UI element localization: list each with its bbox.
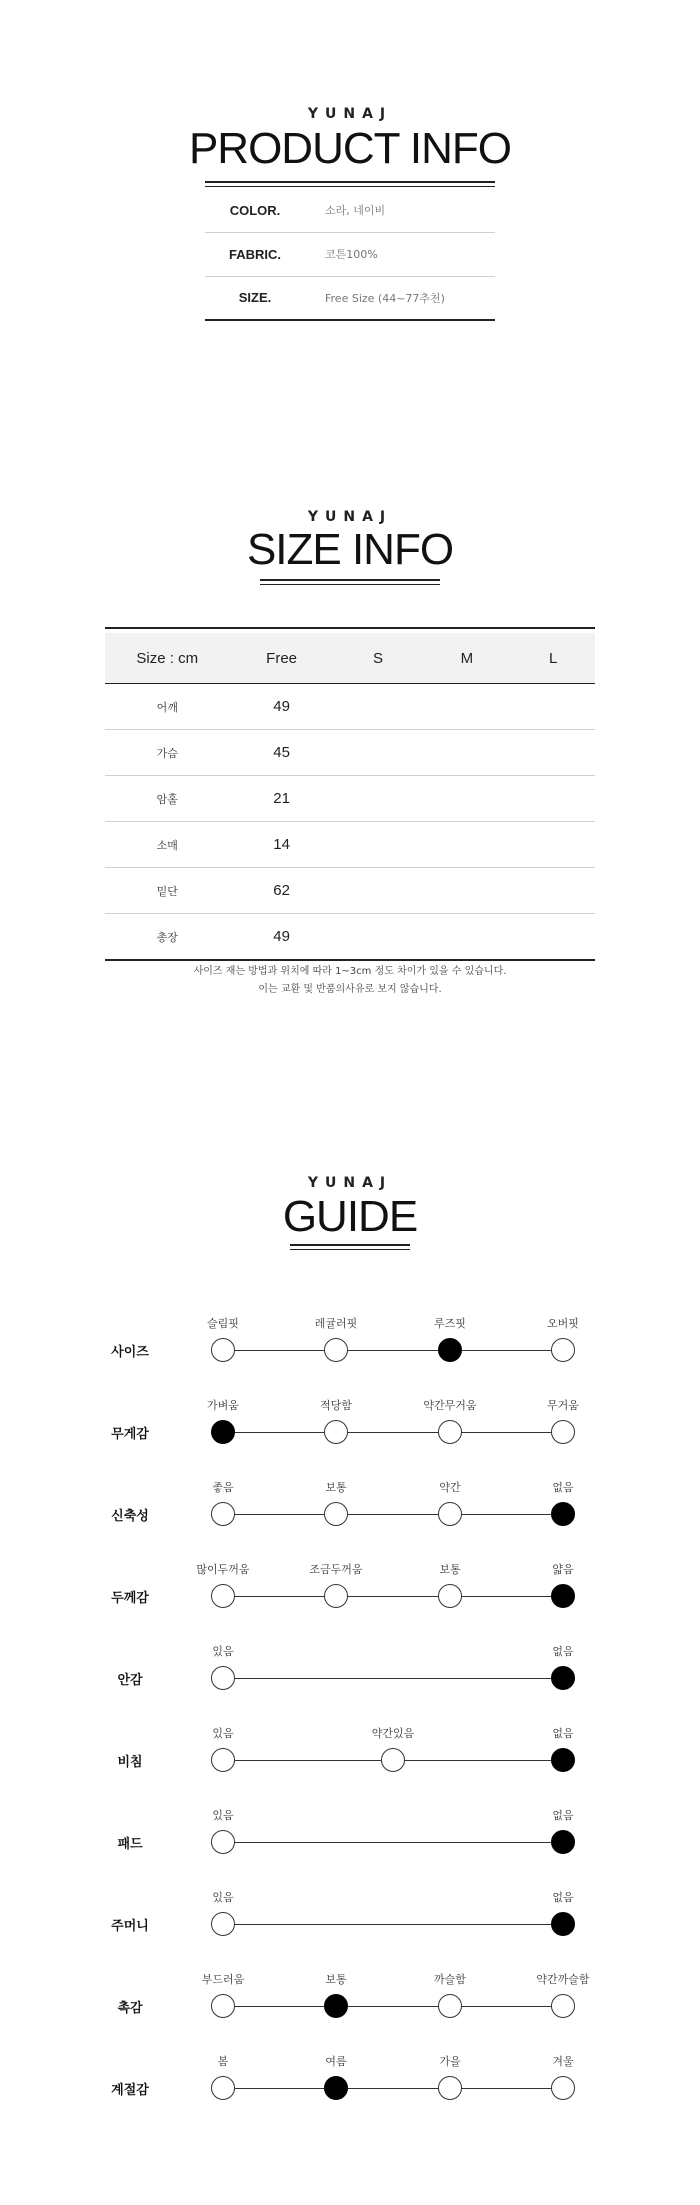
guide-dot — [211, 1994, 235, 2018]
size-cell-l — [511, 776, 595, 822]
guide-option-label: 보통 — [325, 1481, 347, 1494]
guide-dot — [324, 1584, 348, 1608]
table-row — [105, 822, 595, 868]
size-cell-l — [511, 822, 595, 868]
guide-dot — [324, 1420, 348, 1444]
guide-option-label: 좋음 — [212, 1481, 234, 1494]
guide-dot — [438, 1584, 462, 1608]
guide-title-rule — [290, 1244, 410, 1246]
size-cell-free: 49 — [230, 914, 334, 961]
guide-option-label: 약간무거움 — [423, 1399, 477, 1412]
size-cell-s — [334, 776, 423, 822]
size-note-line2: 이는 교환 및 반품의사유로 보지 않습니다. — [258, 984, 442, 995]
guide-dot — [211, 1666, 235, 1690]
guide-dot — [551, 1994, 575, 2018]
guide-row-label: 계절감 — [111, 2083, 149, 2098]
guide-row-label: 촉감 — [117, 2001, 143, 2016]
guide-row-label: 신축성 — [111, 1509, 149, 1524]
size-header-l: L — [511, 633, 595, 684]
guide-option-label: 루즈핏 — [434, 1317, 466, 1330]
guide-dot — [551, 2076, 575, 2100]
guide-dot-selected — [551, 1748, 575, 1772]
guide-dot — [324, 1338, 348, 1362]
guide-dot — [381, 1748, 405, 1772]
guide-dot — [438, 1420, 462, 1444]
product-info-rule-top-thin — [205, 186, 495, 187]
guide-title-rule-thin — [290, 1249, 410, 1250]
guide-dot — [211, 1584, 235, 1608]
size-info-title: SIZE INFO — [246, 525, 454, 574]
guide-option-label: 약간 — [439, 1481, 461, 1494]
guide-scale-line — [223, 2088, 563, 2089]
size-cell-m — [422, 776, 511, 822]
size-row-label: 어깨 — [105, 684, 230, 730]
guide-scale-line — [223, 1432, 563, 1433]
table-row — [105, 914, 595, 961]
size-table-header — [105, 633, 595, 684]
table-row — [105, 776, 595, 822]
table-row — [105, 868, 595, 914]
guide-dot — [211, 1830, 235, 1854]
guide-option-label: 약간있음 — [371, 1727, 415, 1740]
guide-dot-selected — [551, 1912, 575, 1936]
guide-dot — [438, 2076, 462, 2100]
guide-dot-selected — [438, 1338, 462, 1362]
guide-dot — [211, 1502, 235, 1526]
size-cell-s — [334, 822, 423, 868]
table-row — [105, 684, 595, 730]
guide-option-label: 슬림핏 — [207, 1317, 239, 1330]
product-info-key: COLOR. — [229, 202, 281, 218]
size-cell-m — [422, 914, 511, 961]
guide-option-label: 없음 — [552, 1809, 574, 1822]
product-info-row-fabric — [205, 232, 495, 277]
product-info-brand: YUNAJ — [307, 106, 393, 122]
size-row-label: 소매 — [105, 822, 230, 868]
guide-option-label: 많이두꺼움 — [196, 1563, 250, 1576]
guide-scale-line — [223, 1924, 563, 1925]
guide-row-label: 사이즈 — [111, 1345, 149, 1360]
guide-option-label: 없음 — [552, 1891, 574, 1904]
size-row-label: 암홀 — [105, 776, 230, 822]
size-cell-free: 45 — [230, 730, 334, 776]
size-cell-m — [422, 684, 511, 730]
guide-option-label: 보통 — [325, 1973, 347, 1986]
guide-option-label: 약간까슬함 — [536, 1973, 590, 1986]
guide-dot — [551, 1420, 575, 1444]
product-info-value: 코튼100% — [325, 248, 378, 261]
guide-dot — [211, 1748, 235, 1772]
guide-dot-selected — [551, 1584, 575, 1608]
guide-option-label: 레귤러핏 — [314, 1317, 358, 1330]
guide-dot — [551, 1338, 575, 1362]
product-info-value: Free Size (44~77추천) — [325, 291, 445, 305]
size-note-line1: 사이즈 재는 방법과 위치에 따라 1~3cm 정도 차이가 있을 수 있습니다. — [193, 966, 507, 977]
size-cell-s — [334, 730, 423, 776]
size-cell-free: 49 — [230, 684, 334, 730]
size-header-m: M — [422, 633, 511, 684]
guide-brand: YUNAJ — [307, 1175, 393, 1191]
guide-option-label: 적당함 — [320, 1399, 352, 1412]
size-header-unit: Size : cm — [105, 633, 230, 684]
guide-option-label: 가을 — [439, 2055, 461, 2068]
guide-option-label: 있음 — [212, 1645, 234, 1658]
guide-row-label: 안감 — [117, 1673, 143, 1688]
guide-option-label: 없음 — [552, 1645, 574, 1658]
size-header-s: S — [334, 633, 423, 684]
guide-scale-line — [223, 1514, 563, 1515]
guide-row-label: 패드 — [117, 1837, 143, 1852]
guide-option-label: 부드러움 — [201, 1973, 245, 1986]
guide-option-label: 까슬함 — [434, 1973, 466, 1986]
product-info-key: FABRIC. — [229, 246, 281, 262]
product-info-value: 소라, 네이비 — [325, 204, 386, 217]
guide-dot — [211, 1338, 235, 1362]
guide-option-label: 얇음 — [552, 1563, 574, 1576]
size-cell-free: 21 — [230, 776, 334, 822]
guide-option-label: 오버핏 — [547, 1317, 579, 1330]
guide-option-label: 보통 — [439, 1563, 461, 1576]
guide-option-label: 있음 — [212, 1727, 234, 1740]
product-info-row-size — [205, 276, 495, 321]
guide-dot — [211, 2076, 235, 2100]
guide-row-label: 비침 — [117, 1755, 143, 1770]
table-row — [105, 730, 595, 776]
product-info-title: PRODUCT INFO — [188, 124, 512, 173]
size-cell-m — [422, 730, 511, 776]
size-row-label: 밑단 — [105, 868, 230, 914]
product-info-key: SIZE. — [238, 290, 272, 305]
guide-option-label: 있음 — [212, 1891, 234, 1904]
product-info-row-color — [205, 188, 495, 233]
size-header-free: Free — [230, 633, 334, 684]
guide-scale-line — [223, 1350, 563, 1351]
size-table-rule-top — [105, 627, 595, 629]
guide-dot-selected — [211, 1420, 235, 1444]
guide-dot — [211, 1912, 235, 1936]
size-cell-s — [334, 868, 423, 914]
guide-option-label: 조금두꺼움 — [309, 1563, 363, 1576]
product-info-rule-top — [205, 181, 495, 183]
guide-option-label: 없음 — [552, 1727, 574, 1740]
size-cell-l — [511, 730, 595, 776]
guide-option-label: 여름 — [325, 2055, 347, 2068]
guide-option-label: 없음 — [552, 1481, 574, 1494]
guide-dot — [324, 1502, 348, 1526]
guide-scale-line — [223, 1596, 563, 1597]
guide-option-label: 봄 — [217, 2055, 229, 2068]
size-row-label: 가슴 — [105, 730, 230, 776]
guide-scale-line — [223, 2006, 563, 2007]
guide-scale-line — [223, 1842, 563, 1843]
size-info-title-rule — [260, 579, 440, 581]
guide-dot — [438, 1502, 462, 1526]
guide-scale-line — [223, 1678, 563, 1679]
guide-option-label: 무거움 — [547, 1399, 579, 1412]
size-cell-m — [422, 822, 511, 868]
size-cell-s — [334, 684, 423, 730]
guide-dot-selected — [551, 1502, 575, 1526]
guide-dot-selected — [324, 1994, 348, 2018]
guide-row-label: 두께감 — [111, 1591, 149, 1606]
size-cell-free: 14 — [230, 822, 334, 868]
guide-dot-selected — [324, 2076, 348, 2100]
size-info-brand: YUNAJ — [307, 509, 393, 525]
size-cell-s — [334, 914, 423, 961]
guide-row-label: 무게감 — [111, 1427, 149, 1442]
size-cell-m — [422, 868, 511, 914]
size-table — [105, 633, 595, 961]
size-cell-l — [511, 914, 595, 961]
size-cell-l — [511, 868, 595, 914]
guide-option-label: 겨울 — [552, 2055, 574, 2068]
guide-row-label: 주머니 — [111, 1919, 149, 1934]
guide-option-label: 가벼움 — [207, 1399, 239, 1412]
size-row-label: 총장 — [105, 914, 230, 961]
size-cell-l — [511, 684, 595, 730]
size-cell-free: 62 — [230, 868, 334, 914]
guide-dot-selected — [551, 1830, 575, 1854]
guide-dot-selected — [551, 1666, 575, 1690]
guide-title: GUIDE — [282, 1192, 418, 1241]
guide-option-label: 있음 — [212, 1809, 234, 1822]
guide-dot — [438, 1994, 462, 2018]
size-info-title-rule-thin — [260, 584, 440, 585]
